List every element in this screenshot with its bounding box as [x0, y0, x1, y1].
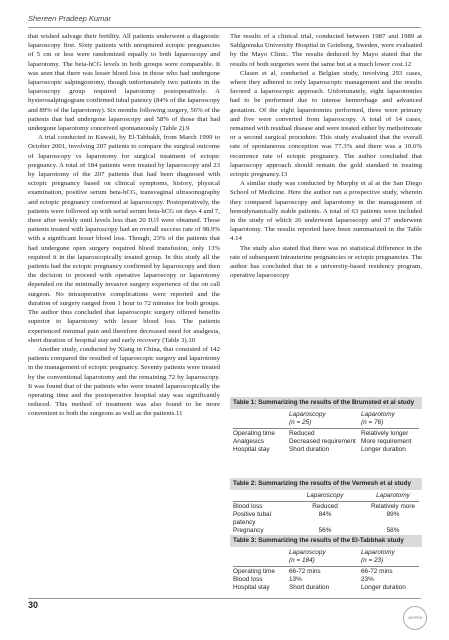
- table-divider: [233, 566, 419, 567]
- table-header-cell: Laparotomy: [361, 411, 395, 418]
- paragraph: Another study, conducted by Xiang in China, that consisted of 142 patients compared the resulted of laparoscopic surgery and laparotomy in the management of ectopic pregnancy. Seventy patients were treated by the conventional laparotomy and the remaining 72 by laparoscopy. It was found that of the patients who were treated laparoscopically the operating time and the postoperative hospital stay was significantly reduced. This method of treatment was also found to be more convenient to both the surgeons as well as the patients.11: [28, 345, 220, 418]
- table-header-cell: Laparotomy: [361, 549, 395, 556]
- table-cell: Reduced: [312, 503, 338, 510]
- header-divider: [28, 27, 421, 28]
- right-column: [230, 32, 422, 280]
- table-subheader-cell: [233, 557, 289, 565]
- table-cell: Hospital stay: [233, 584, 270, 591]
- paragraph: that wished salvage their fertility. All patients underwent a diagnostic laparoscopy first. Sixty patients with unruptured ectopic pregnancies of 5 cm or less were randomized equally to both laparoscopy and laparotomy. The beta-hCG levels in both groups were comparable. It was seen that there was lesser blood loss in those who had undergone laparoscopic salpingostomy, though unfortunately two patients in the laparoscopy group required laparotomy postoperatively. A hysterosalpingogram confirmed tubal patency (84% of the laparoscopy and 89% of the laparotomy). Six months following surgery, 56% of the patients that had undergone laparoscopy and 58% of those that had undergone laparotomy conceived spontaneously (Table 2).9: [28, 33, 220, 133]
- table-cell: 66-72 mins: [361, 568, 393, 575]
- table-cell: 89%: [386, 511, 400, 518]
- table-cell: Longer duration: [361, 584, 406, 591]
- table-caption: Table 1: Summarizing the results of the Brumsted et al study: [230, 397, 422, 409]
- table-cell: Relatively more: [370, 503, 416, 510]
- table-cell: Operating time: [233, 568, 275, 575]
- table-vermesh: [230, 478, 422, 535]
- table-cell: Blood loss: [233, 503, 263, 510]
- page-number: 30: [28, 600, 39, 610]
- paragraph: The results of a clinical trial, conducted between 1987 and 1989 at Sahlgrenska University Hospital in Goteborg, Sweden, were evaluated by the Mayo Clinic. The results deduced by Mayo stated that the results of both surgeries were the same but at a much lower cost.12: [230, 33, 422, 68]
- table-caption: Table 2: Summarizing the results of the Vermesh et al study: [230, 478, 422, 490]
- table-cell: Relatively longer: [361, 430, 409, 437]
- table-divider: [233, 501, 419, 502]
- table-cell: 13%: [289, 576, 302, 583]
- table-cell: Short duration: [289, 584, 330, 591]
- left-column: [28, 32, 220, 419]
- table-el-tabbhak: [230, 535, 422, 592]
- table-header-cell: [233, 492, 289, 500]
- table-divider: [233, 428, 419, 429]
- footer-divider: [28, 598, 421, 599]
- table-caption: Table 3: Summarizing the results of the El-Tabbhak study: [230, 535, 422, 547]
- table-cell: Reduced: [289, 430, 315, 437]
- table-header-cell: Laparoscopy: [289, 411, 326, 418]
- table-cell: Longer duration: [361, 446, 406, 453]
- table-header-cell: Laparoscopy: [289, 549, 326, 556]
- table-brumsted: [230, 397, 422, 454]
- paragraph: Clasen et al, conducted a Belgian study, involving 293 cases, where they adhered to only laparoscopic management and the results favored a laparoscopic approach. Unfortunately, eight laparotomies had to be performed due to intense hemorrhage and advanced gestation. Of the eight laparotomies performed, three were primary and five were converted from laparoscopy. A total of 14 cases, remained with residual disease and were treated either by methotrexate or a second surgical procedure. This study evaluated that the overall rate of spontaneous conception was 77.3% and there was a 10.6% recurrence rate of ectopic pregnancy. The author concluded that laparoscopy approach should remain the gold standard in treating ectopic pregnancy.13: [230, 69, 422, 179]
- table-cell: 84%: [318, 511, 332, 518]
- table-subheader-cell: (n = 25): [289, 419, 312, 426]
- paragraph: The study also stated that there was no statistical difference in the rate of subsequent intrauterine pregnancies or ectopic pregnancies. The author has concluded that in a university-based residency program, operative laparoscopy: [230, 244, 422, 280]
- table-cell: Blood loss: [233, 576, 263, 583]
- table-cell: 66-72 mins: [289, 568, 321, 575]
- table-cell: Pregnancy: [233, 527, 264, 534]
- table-header-cell: [233, 549, 289, 557]
- table-cell: Short duration: [289, 446, 330, 453]
- publisher-logo-icon: JAYPEE: [403, 606, 427, 630]
- table-cell: 58%: [386, 527, 400, 534]
- table-header-cell: Laparotomy: [376, 492, 410, 499]
- table-subheader-cell: (n = 184): [289, 557, 315, 564]
- table-cell: Hospital stay: [233, 446, 270, 453]
- table-subheader-cell: (n = 23): [361, 557, 384, 564]
- running-head: Shereen Pradeep Kumar: [28, 14, 111, 23]
- table-header-cell: Laparoscopy: [306, 492, 344, 499]
- table-subheader-cell: (n = 76): [361, 419, 384, 426]
- table-cell: More requirement: [361, 438, 412, 445]
- paragraph: A trial conducted in Kuwait, by El-Tabbakh, from March 1999 to October 2001, involving 207 patients to compare the surgical outcome of laparoscopy vs laparotomy for surgical treatment of ectopic pregnancy. A total of 184 patients were treated by laparoscopy and 23 by laparotomy of the 207 patients that had been diagnosed with ectopic pregnancy based on clinical symptoms, history, physical examination, positive serum beta-hCG, transvaginal ultrasonography and ectopic pregnancy conformed at laparoscopy. Postoperatively, the patients were followed up with serial serum beta-hCG on days 4 and 7, there after weekly until levels less than 20 IU/l were obtained. Those patients treated with laparoscopy had an overall success rate of 98.9% with a significant lesser blood loss. Though, 23% of the patients that had undergone open surgery required blood transfusion, only 13% required it in the laparoscopically treated group. In this study all the patients had the ectopic pregnancy confirmed by laparoscopy and then the decision to proceed with operative laparoscopy or laparotomy depended on the minimally invasive surgery experience of the on call surgeon. No intraoperative complications were reported and the duration of surgery ranged from 1 hour to 72 minutes for both groups. The author thus concluded that laparoscopic surgery offered benefits superior to laparotomy with lesser blood loss. The patients experienced minimal pain and therefore decreased need for analgesia, short duration of hospital stay and early recovery (Table 3).10: [28, 134, 220, 344]
- table-subheader-cell: [233, 419, 289, 427]
- table-cell: Decreased requirement: [289, 438, 356, 445]
- table-cell: 23%: [361, 576, 374, 583]
- table-cell: 56%: [318, 527, 332, 534]
- table-cell: Positive tubal patency: [233, 511, 272, 526]
- table-header-cell: [233, 411, 289, 419]
- paragraph: A similar study was conducted by Murphy et al at the San Diego School of Medicine. Here the author ran a prospective study, wherein they compared laparoscopy and laparotomy in the management of hemodynamically stable patients. A total of 63 patients were included in the study of which 26 underwent laparoscopy and 37 underwent laparotomy. The results reported have been summarized in the Table 4.14: [230, 180, 422, 243]
- table-cell: Operating time: [233, 430, 275, 437]
- table-cell: Analgesics: [233, 438, 264, 445]
